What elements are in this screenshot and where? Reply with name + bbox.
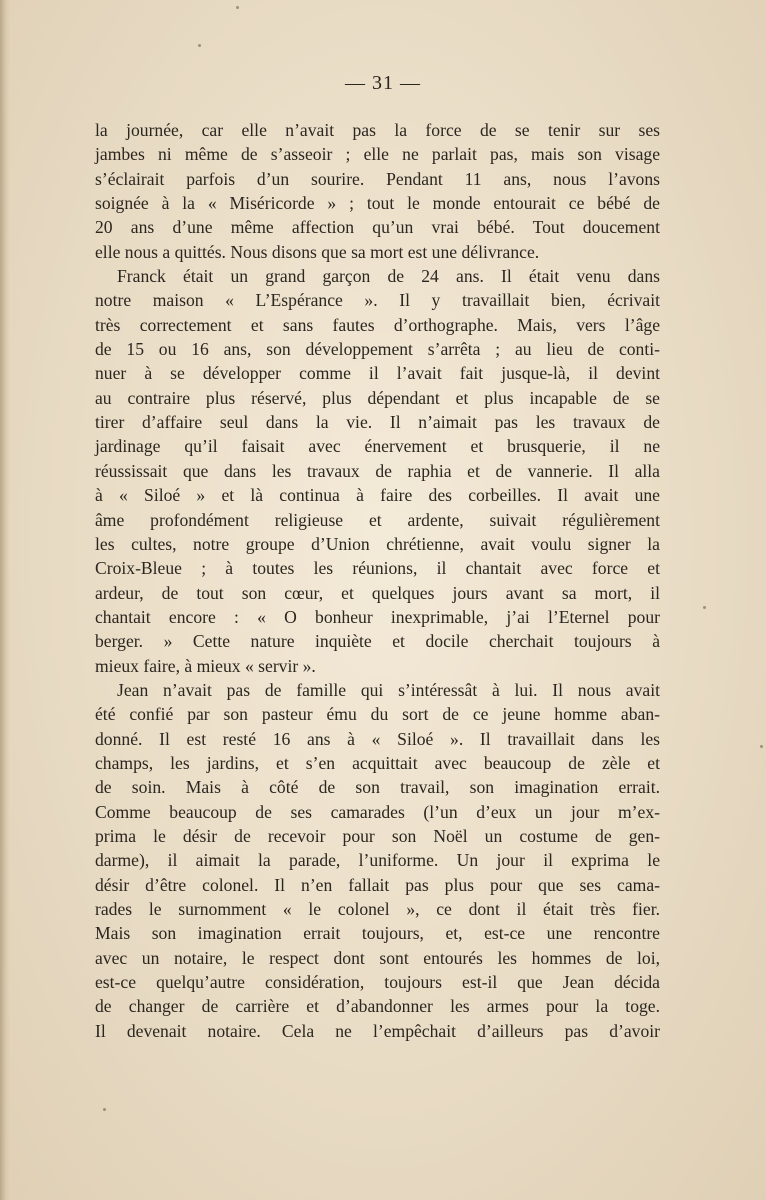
text-line: rades le surnomment « le colonel », ce dont il était très fier.: [95, 899, 660, 919]
text-line: la journée, car elle n’avait pas la force de se tenir sur ses: [95, 120, 660, 140]
text-line: darme), il aimait la parade, l’uniforme. Un jour il exprima le: [95, 850, 660, 871]
text-line: donné. Il est resté 16 ans à « Siloé ». Il travaillait dans les: [95, 728, 660, 749]
text-line: est-ce quelqu’autre considération, toujours est-il que Jean décida: [95, 972, 660, 993]
text-line: jardinage qu’il faisait avec énervement et brusquerie, il ne: [95, 436, 660, 457]
text-line: Comme beaucoup de ses camarades (l’un d’eux un jour m’ex-: [95, 801, 660, 822]
text-line: notre maison « L’Espérance ». Il y travaillait bien, écrivait: [95, 290, 660, 311]
text-line: berger. » Cette nature inquiète et docile cherchait toujours à: [95, 631, 660, 652]
paper-speck: [760, 745, 763, 748]
text-line: âme profondément religieuse et ardente, suivait régulièrement: [95, 509, 660, 530]
text-line: jambes ni même de s’asseoir ; elle ne parlait pas, mais son visage: [95, 144, 660, 165]
text-line: mieux faire, à mieux « servir ».: [95, 655, 316, 676]
text-line: prima le désir de recevoir pour son Noël un costume de gen-: [95, 825, 660, 846]
text-line: de soin. Mais à côté de son travail, son imagination errait.: [95, 777, 660, 798]
text-line: ardeur, de tout son cœur, et quelques jours avant sa mort, il: [95, 582, 660, 603]
text-line: les cultes, notre groupe d’Union chrétienne, avait voulu signer la: [95, 533, 660, 554]
text-line: s’éclairait parfois d’un sourire. Pendant 11 ans, nous l’avons: [95, 168, 660, 189]
text-line: avec un notaire, le respect dont sont entourés les hommes de loi,: [95, 947, 660, 968]
text-line: Croix-Bleue ; à toutes les réunions, il chantait avec force et: [95, 558, 660, 579]
text-line: tirer d’affaire seul dans la vie. Il n’aimait pas les travaux de: [95, 412, 660, 433]
text-line: Mais son imagination errait toujours, et, est-ce une rencontre: [95, 923, 660, 944]
text-line: été confié par son pasteur ému du sort de ce jeune homme aban-: [95, 704, 660, 725]
text-line: à « Siloé » et là continua à faire des corbeilles. Il avait une: [95, 485, 660, 506]
text-line: soignée à la « Miséricorde » ; tout le monde entourait ce bébé de: [95, 193, 660, 214]
text-line: réussissait que dans les travaux de raphia et de vannerie. Il alla: [95, 460, 660, 481]
text-line: elle nous a quittés. Nous disons que sa mort est une délivrance.: [95, 241, 540, 262]
body-text: [95, 118, 660, 1043]
text-line: de changer de carrière et d’abandonner les armes pour la toge.: [95, 996, 660, 1017]
page-binding-edge: [0, 0, 10, 1200]
paper-speck: [236, 6, 239, 9]
text-line: 20 ans d’une même affection qu’un vrai bébé. Tout doucement: [95, 217, 660, 238]
text-line: champs, les jardins, et s’en acquittait avec beaucoup de zèle et: [95, 752, 660, 773]
paper-speck: [703, 606, 706, 609]
paragraph-start-line: Jean n’avait pas de famille qui s’intéressât à lui. Il nous avait: [117, 679, 660, 700]
text-line: au contraire plus réservé, plus dépendant et plus incapable de se: [95, 387, 660, 408]
paper-speck: [198, 44, 201, 47]
text-line: chantait encore : « O bonheur inexprimable, j’ai l’Eternel pour: [95, 606, 660, 627]
text-line: très correctement et sans fautes d’orthographe. Mais, vers l’âge: [95, 314, 660, 335]
text-line: désir d’être colonel. Il n’en fallait pas plus pour que ses cama-: [95, 874, 660, 895]
paragraph-start-line: Franck était un grand garçon de 24 ans. Il était venu dans: [117, 266, 660, 287]
page-number: — 31 —: [345, 72, 421, 94]
text-line: Il devenait notaire. Cela ne l’empêchait d’ailleurs pas d’avoir: [95, 1020, 660, 1041]
paper-speck: [103, 1108, 106, 1111]
text-line: de 15 ou 16 ans, son développement s’arrêta ; au lieu de conti-: [95, 339, 660, 360]
text-line: nuer à se développer comme il l’avait fait jusque-là, il devint: [95, 363, 660, 384]
